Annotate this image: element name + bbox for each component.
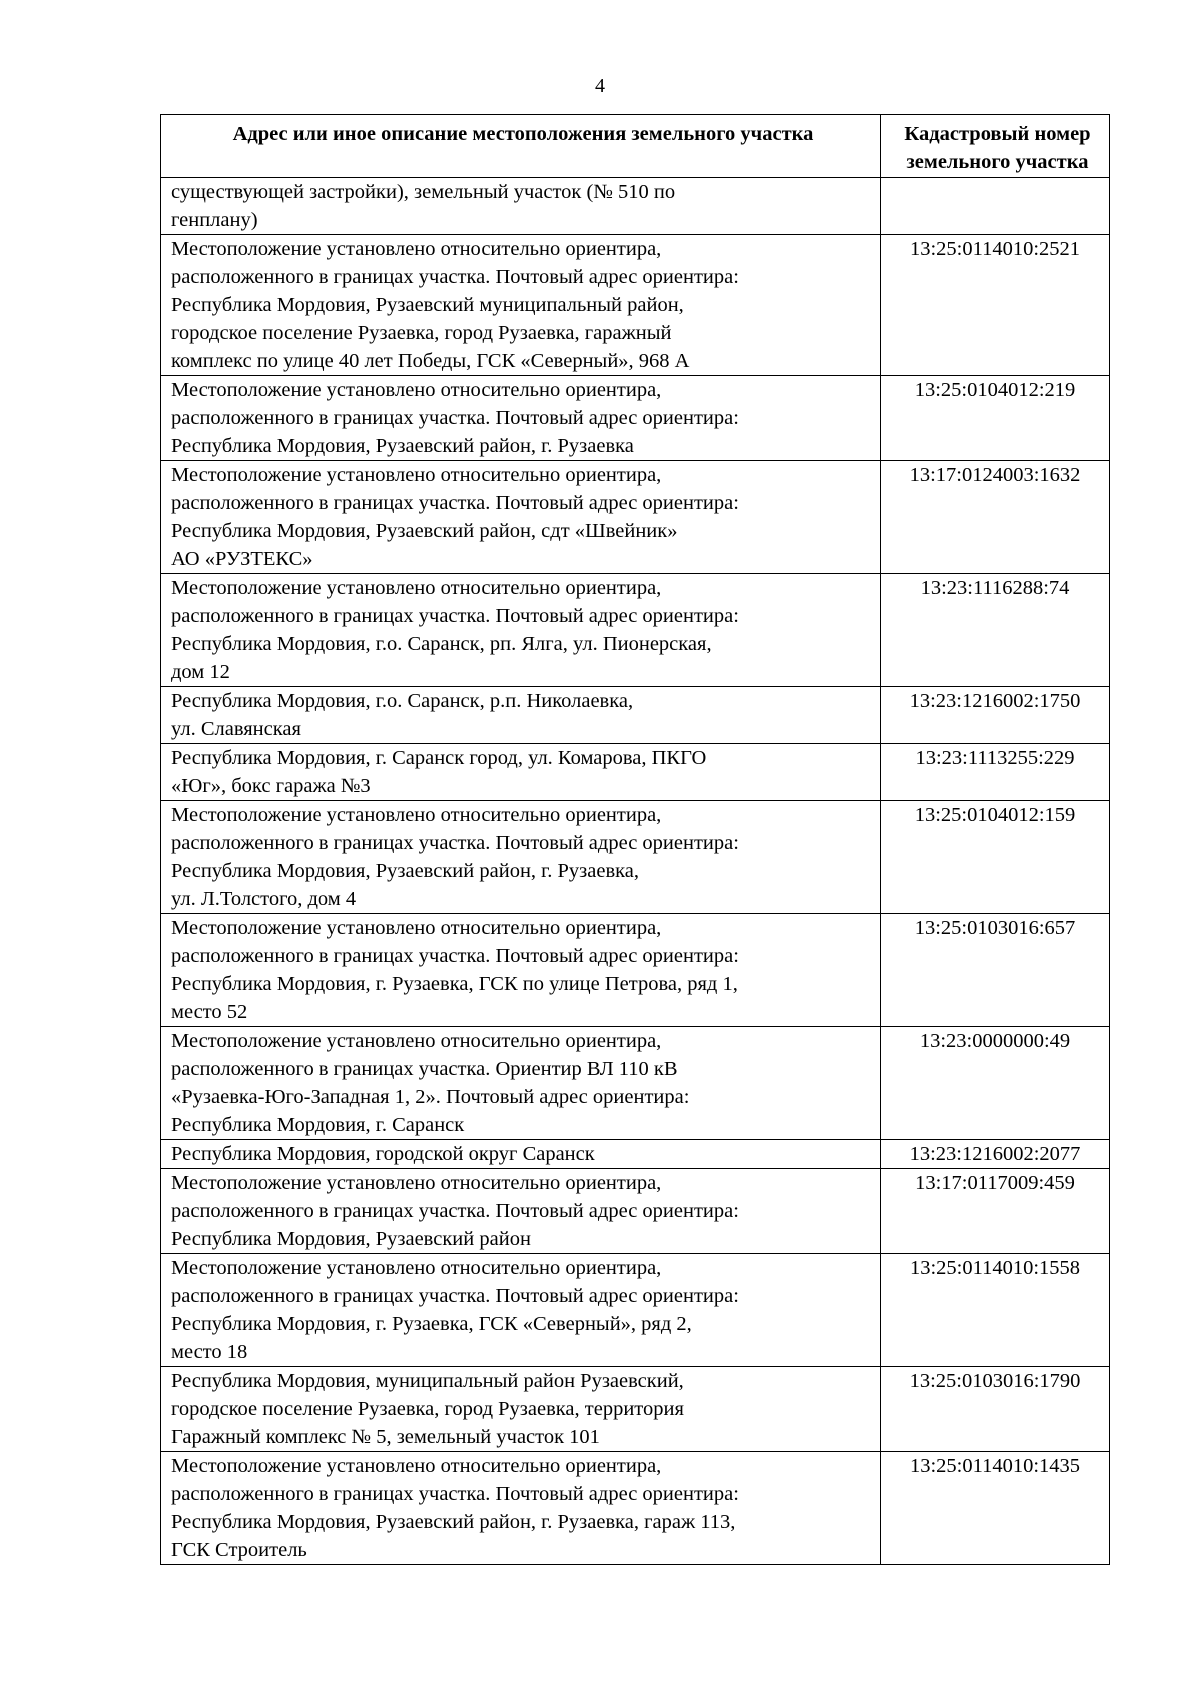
table-row <box>161 1367 1110 1452</box>
table-row <box>161 1169 1110 1254</box>
table-row <box>161 178 1110 235</box>
cadastral-number-cell: 13:25:0104012:219 <box>881 376 1110 461</box>
cadastral-number-cell: 13:23:1216002:2077 <box>881 1140 1110 1169</box>
cadastral-number-cell: 13:25:0114010:1558 <box>881 1254 1110 1367</box>
address-cell: существующей застройки), земельный участок (№ 510 по генплану) <box>161 178 881 235</box>
cadastral-number-cell: 13:25:0104012:159 <box>881 801 1110 914</box>
address-cell: Местоположение установлено относительно ориентира, расположенного в границах участка. Почтовый адрес ориентира: Республика Мордовия, Рузаевский район <box>161 1169 881 1254</box>
header-address: Адрес или иное описание местоположения земельного участка <box>161 115 881 178</box>
table-row <box>161 744 1110 801</box>
address-cell: Местоположение установлено относительно ориентира, расположенного в границах участка. Почтовый адрес ориентира: Республика Мордовия, Рузаевский муниципальный район, городское поселение Рузаевка, город Рузаевка, гаражный комплекс по улице 40 лет Победы, ГСК «Северный», 968 А <box>161 235 881 376</box>
address-cell: Местоположение установлено относительно ориентира, расположенного в границах участка. Ориентир ВЛ 110 кВ «Рузаевка-Юго-Западная 1, 2». Почтовый адрес ориентира: Республика Мордовия, г. Саранск <box>161 1027 881 1140</box>
cadastral-number-cell: 13:25:0114010:1435 <box>881 1452 1110 1565</box>
cadastral-number-cell: 13:17:0124003:1632 <box>881 461 1110 574</box>
address-cell: Местоположение установлено относительно ориентира, расположенного в границах участка. Почтовый адрес ориентира: Республика Мордовия, Рузаевский район, г. Рузаевка <box>161 376 881 461</box>
address-cell: Местоположение установлено относительно ориентира, расположенного в границах участка. Почтовый адрес ориентира: Республика Мордовия, г. Рузаевка, ГСК «Северный», ряд 2, место 18 <box>161 1254 881 1367</box>
address-cell: Местоположение установлено относительно ориентира, расположенного в границах участка. Почтовый адрес ориентира: Республика Мордовия, г.о. Саранск, рп. Ялга, ул. Пионерская, дом 12 <box>161 574 881 687</box>
table-row <box>161 687 1110 744</box>
page-number: 4 <box>595 75 605 97</box>
header-cadastral-number: Кадастровый номер земельного участка <box>881 115 1110 178</box>
address-cell: Республика Мордовия, г.о. Саранск, р.п. Николаевка, ул. Славянская <box>161 687 881 744</box>
cadastral-number-cell: 13:23:1113255:229 <box>881 744 1110 801</box>
table-row <box>161 376 1110 461</box>
address-cell: Республика Мордовия, г. Саранск город, ул. Комарова, ПКГО «Юг», бокс гаража №3 <box>161 744 881 801</box>
table-header-row <box>161 115 1110 178</box>
table-row <box>161 1027 1110 1140</box>
table-row <box>161 914 1110 1027</box>
cadastral-number-cell: 13:25:0103016:1790 <box>881 1367 1110 1452</box>
land-plots-table <box>160 114 1110 1565</box>
address-cell: Местоположение установлено относительно ориентира, расположенного в границах участка. Почтовый адрес ориентира: Республика Мордовия, г. Рузаевка, ГСК по улице Петрова, ряд 1, место 52 <box>161 914 881 1027</box>
table-row <box>161 1452 1110 1565</box>
cadastral-number-cell: 13:23:1216002:1750 <box>881 687 1110 744</box>
cadastral-number-cell: 13:23:0000000:49 <box>881 1027 1110 1140</box>
table-row <box>161 461 1110 574</box>
table-row <box>161 801 1110 914</box>
table-row <box>161 574 1110 687</box>
table-row <box>161 1254 1110 1367</box>
cadastral-number-cell: 13:25:0114010:2521 <box>881 235 1110 376</box>
address-cell: Местоположение установлено относительно ориентира, расположенного в границах участка. Почтовый адрес ориентира: Республика Мордовия, Рузаевский район, сдт «Швейник» АО «РУЗТЕКС» <box>161 461 881 574</box>
table-row <box>161 235 1110 376</box>
address-cell: Местоположение установлено относительно ориентира, расположенного в границах участка. Почтовый адрес ориентира: Республика Мордовия, Рузаевский район, г. Рузаевка, гараж 113, ГСК Строитель <box>161 1452 881 1565</box>
table-row <box>161 1140 1110 1169</box>
cadastral-number-cell <box>881 178 1110 235</box>
address-cell: Республика Мордовия, муниципальный район Рузаевский, городское поселение Рузаевка, город Рузаевка, территория Гаражный комплекс № 5, земельный участок 101 <box>161 1367 881 1452</box>
cadastral-number-cell: 13:17:0117009:459 <box>881 1169 1110 1254</box>
address-cell: Республика Мордовия, городской округ Саранск <box>161 1140 881 1169</box>
address-cell: Местоположение установлено относительно ориентира, расположенного в границах участка. Почтовый адрес ориентира: Республика Мордовия, Рузаевский район, г. Рузаевка, ул. Л.Толстого, дом 4 <box>161 801 881 914</box>
cadastral-number-cell: 13:23:1116288:74 <box>881 574 1110 687</box>
cadastral-number-cell: 13:25:0103016:657 <box>881 914 1110 1027</box>
